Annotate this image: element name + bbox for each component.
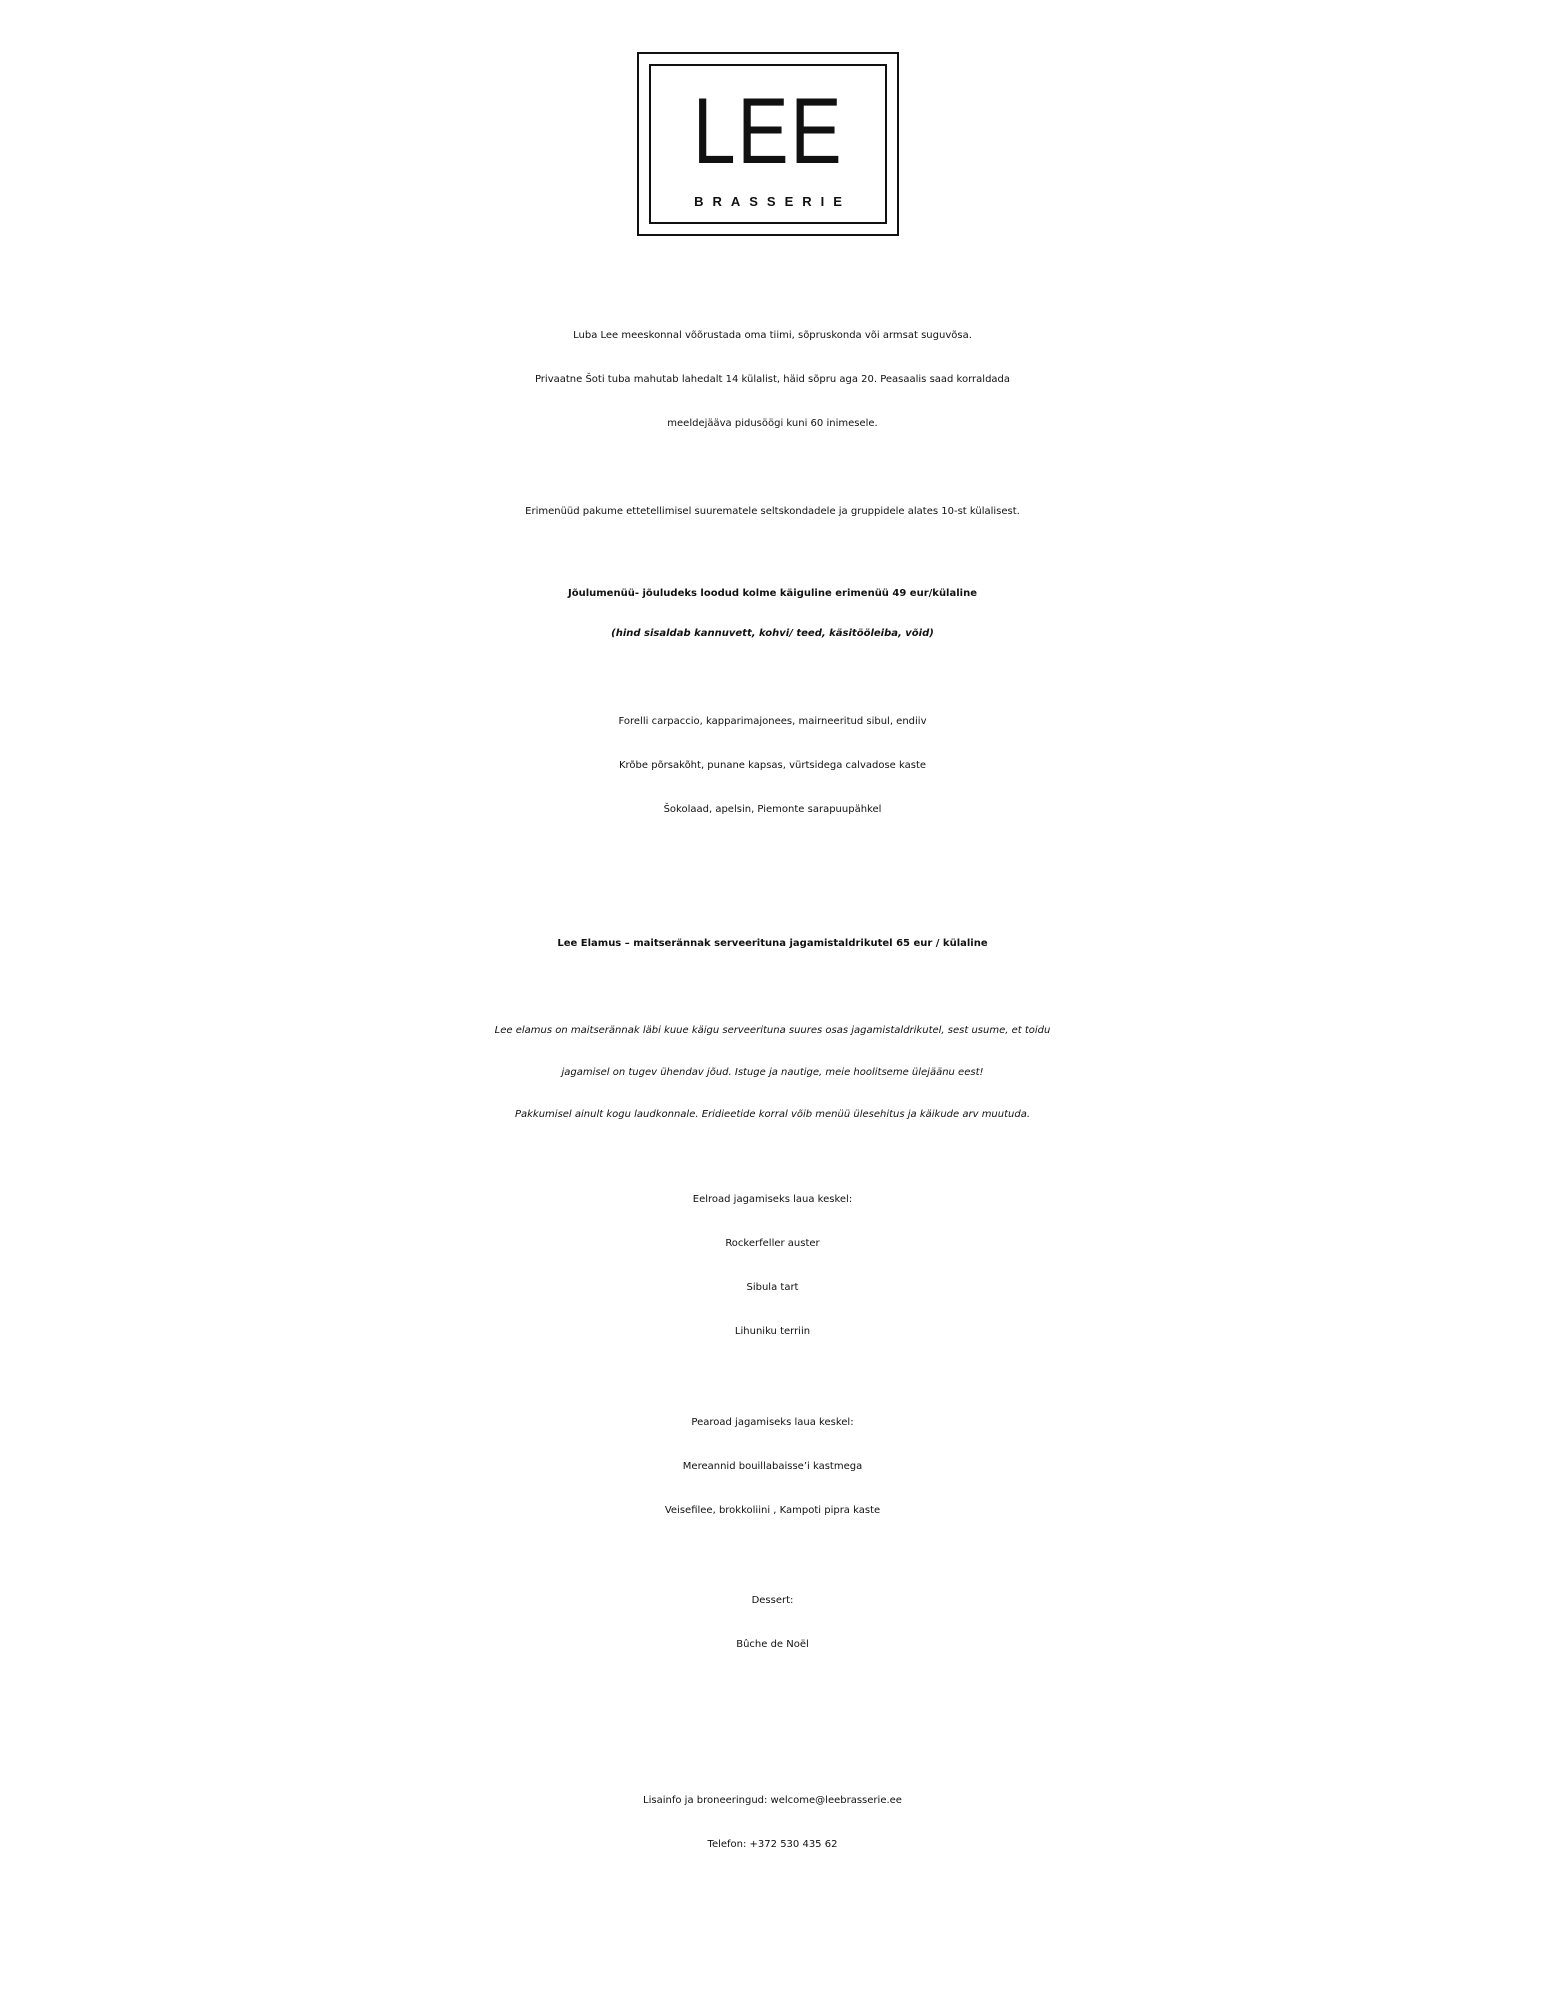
contact-section [0,1779,1545,1867]
intro-line: meeldejääva pidusöögi kuni 60 inimesele. [667,418,878,429]
starters-heading: Eelroad jagamiseks laua keskel: [692,1194,853,1205]
main-item: Veisefilee, brokkoliini , Kampoti pipra kaste [664,1505,881,1516]
dish-item: Forelli carpaccio, kapparimajonees, mairneeritud sibul, endiiv [618,716,927,727]
intro-line: Luba Lee meeskonnal võõrustada oma tiimi, sõpruskonda või armsat suguvõsa. [573,330,972,341]
contact-phone[interactable]: Telefon: +372 530 435 62 [707,1839,838,1850]
lee-experience-description [0,1010,1545,1136]
dish-item: Šokolaad, apelsin, Piemonte sarapuupähkel [663,804,882,815]
lee-experience-header [0,924,1545,964]
dish-item: Krõbe põrsakõht, punane kapsas, vürtsidega calvadose kaste [618,760,927,771]
logo-frame [649,64,887,224]
christmas-menu-title: Jõulumenüü- jõuludeks loodud kolme käiguline erimenüü 49 eur/külaline [568,588,977,599]
main-item: Mereannid bouillabaisse’i kastmega [682,1461,863,1472]
dessert-heading: Dessert: [751,1595,794,1606]
starter-item: Rockerfeller auster [725,1238,820,1249]
dessert-section [0,1579,1545,1667]
logo-subtitle: BRASSERIE [694,194,851,209]
intro-paragraph [0,314,1545,446]
starter-item: Lihuniku terriin [734,1326,811,1337]
brand-logo [637,52,899,236]
logo-wordmark: LEE [692,78,844,183]
mains-heading: Pearoad jagamiseks laua keskel: [691,1417,854,1428]
starters-section [0,1178,1545,1354]
christmas-menu-subtitle: (hind sisaldab kannuvett, kohvi/ teed, käsitööleiba, võid) [611,628,934,639]
intro-line: Privaatne Šoti tuba mahutab lahedalt 14 külalist, häid sõpru aga 20. Peasaalis saad korraldada [534,374,1011,385]
mains-section [0,1401,1545,1533]
lee-experience-title: Lee Elamus – maitserännak serveerituna jagamistaldrikutel 65 eur / külaline [557,938,988,949]
description-line: jagamisel on tugev ühendav jõud. Istuge ja nautige, meie hoolitseme ülejäänu eest! [561,1067,984,1078]
christmas-menu-header [0,574,1545,654]
special-menu-note [0,490,1545,534]
contact-email[interactable]: Lisainfo ja broneeringud: welcome@leebrasserie.ee [643,1795,902,1806]
description-line: Lee elamus on maitserännak läbi kuue käigu serveerituna suures osas jagamistaldrikutel, sest usume, et toidu [494,1025,1051,1036]
description-line: Pakkumisel ainult kogu laudkonnale. Eridieetide korral võib menüü ülesehitus ja käikude arv muutuda. [514,1109,1031,1120]
christmas-menu-dishes [0,700,1545,832]
starter-item: Sibula tart [746,1282,799,1293]
dessert-item: Bûche de Noël [736,1639,809,1650]
special-menu-note-text: Erimenüüd pakume ettetellimisel suurematele seltskondadele ja gruppidele alates 10-st külalisest. [525,506,1020,517]
